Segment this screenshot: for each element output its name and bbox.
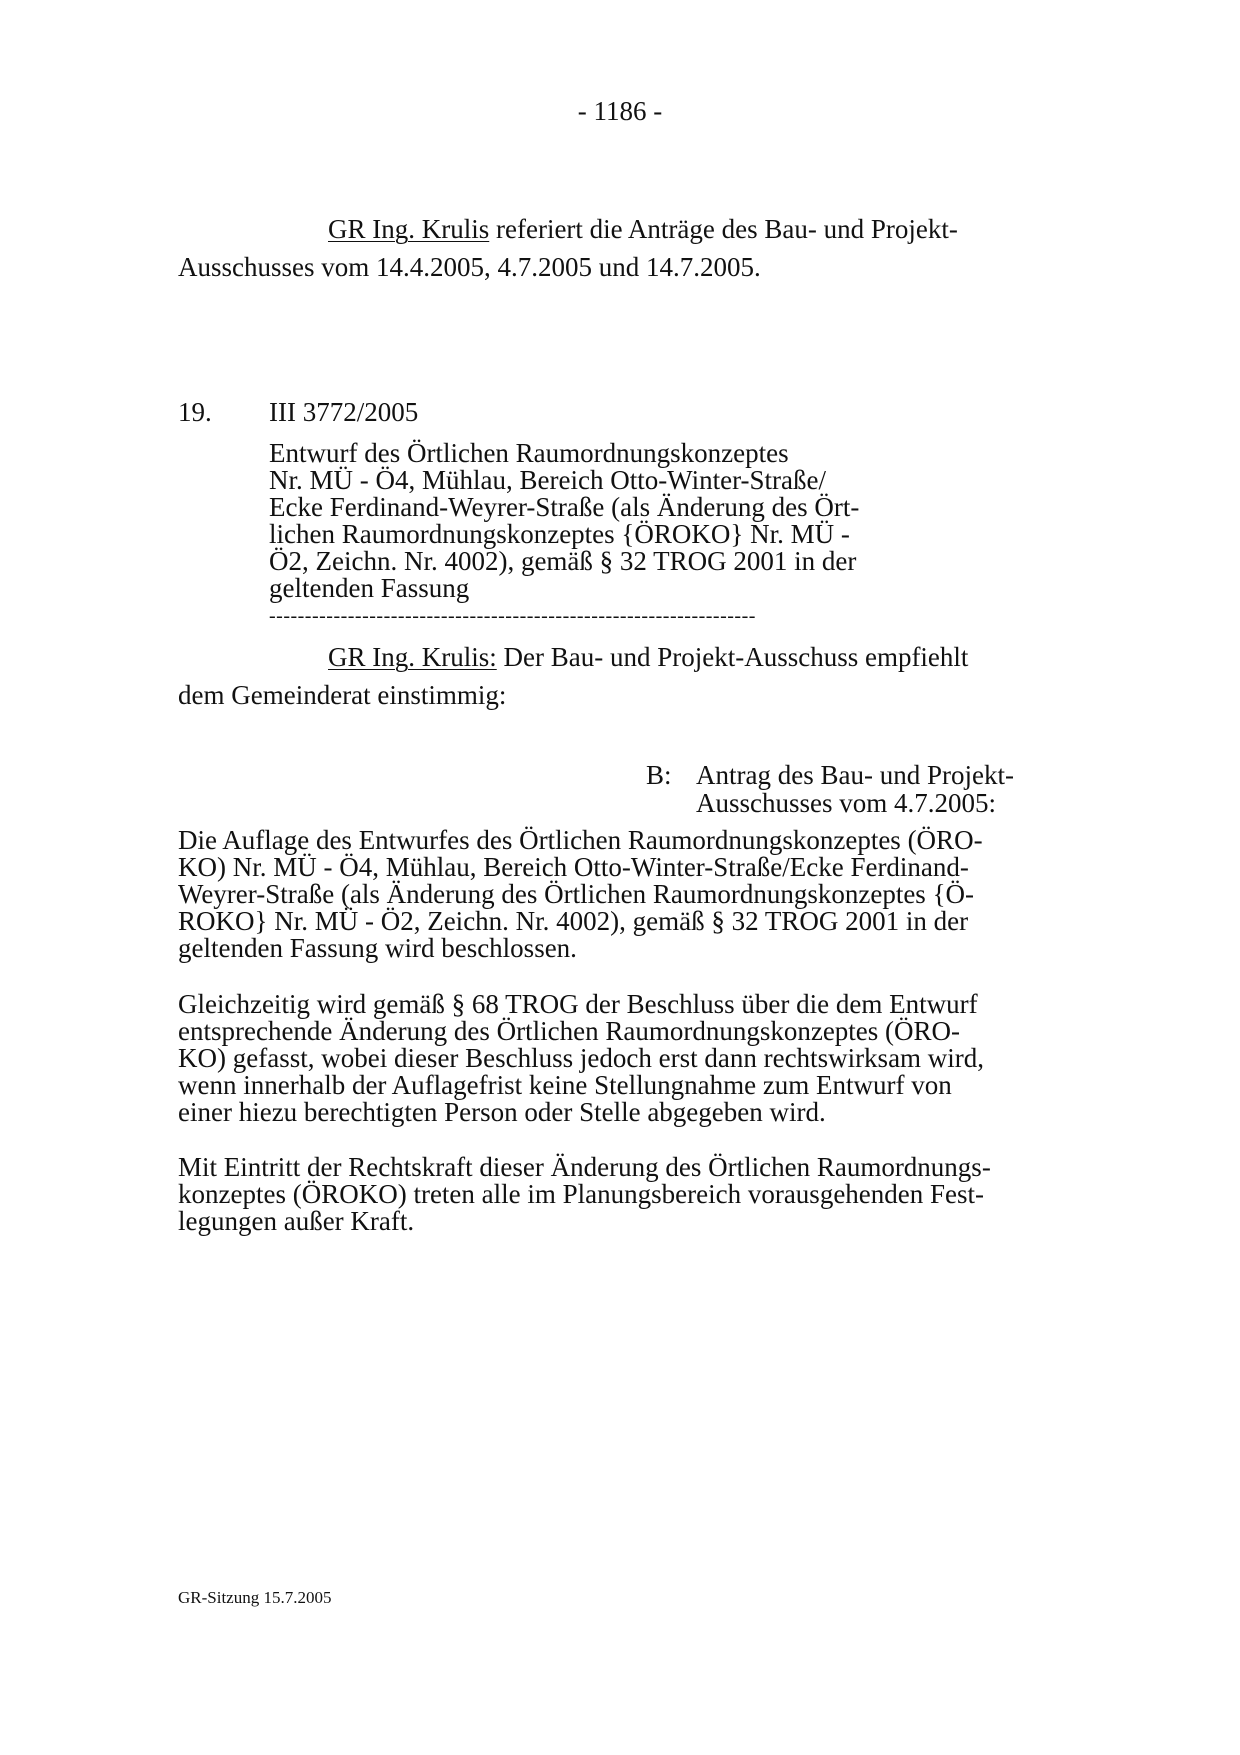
page-number: - 1186 - [577,96,663,126]
motion-letter: B: [646,760,672,790]
intro-line-2: Ausschusses vom 14.4.2005, 4.7.2005 und 14.7.2005. [178,252,761,282]
paragraph-line: ROKO} Nr. MÜ - Ö2, Zeichn. Nr. 4002), gemäß § 32 TROG 2001 in der [178,906,969,936]
paragraph-line: konzeptes (ÖROKO) treten alle im Planungsbereich vorausgehenden Fest- [178,1179,985,1209]
recommendation-line-2: dem Gemeinderat einstimmig: [178,680,507,710]
recommendation-paragraph [178,638,1078,714]
recommendation-text-1: Der Bau- und Projekt-Ausschuss empfiehlt [496,642,969,672]
agenda-item-number: 19. [178,397,212,427]
agenda-title-line: Nr. MÜ - Ö4, Mühlau, Bereich Otto-Winter-Straße/ [269,465,826,495]
intro-text-1: referiert die Anträge des Bau- und Projekt- [489,214,958,244]
agenda-item-reference: III 3772/2005 [269,397,419,427]
paragraph-line: KO) Nr. MÜ - Ö4, Mühlau, Bereich Otto-Winter-Straße/Ecke Ferdinand- [178,852,969,882]
paragraph-line: entsprechende Änderung des Örtlichen Raumordnungskonzeptes (ÖRO- [178,1016,961,1046]
motion-title-line-2: Ausschusses vom 4.7.2005: [696,788,997,818]
intro-speaker: GR Ing. Krulis [328,214,490,244]
agenda-title-line: Ö2, Zeichn. Nr. 4002), gemäß § 32 TROG 2001 in der [269,546,857,576]
resolution-paragraph-1 [178,827,1078,962]
paragraph-line: geltenden Fassung wird beschlossen. [178,933,577,963]
paragraph-line: legungen außer Kraft. [178,1206,415,1236]
page-footer: GR-Sitzung 15.7.2005 [178,1588,332,1607]
paragraph-line: KO) gefasst, wobei dieser Beschluss jedoch erst dann rechtswirksam wird, [178,1043,985,1073]
recommendation-speaker: GR Ing. Krulis: [328,642,497,672]
agenda-title-line: Ecke Ferdinand-Weyrer-Straße (als Änderung des Ört- [269,492,860,522]
paragraph-line: einer hiezu berechtigten Person oder Stelle abgegeben wird. [178,1097,826,1127]
motion-title [696,761,1056,817]
agenda-title-line: Entwurf des Örtlichen Raumordnungskonzeptes [269,438,789,468]
paragraph-line: Mit Eintritt der Rechtskraft dieser Änderung des Örtlichen Raumordnungs- [178,1152,991,1182]
intro-paragraph [178,210,1068,286]
motion-title-line-1: Antrag des Bau- und Projekt- [696,760,1014,790]
resolution-paragraph-2 [178,991,1078,1126]
intro-line-1 [178,210,1068,248]
paragraph-line: Weyrer-Straße (als Änderung des Örtlichen Raumordnungskonzeptes {Ö- [178,879,975,909]
paragraph-line: wenn innerhalb der Auflagefrist keine Stellungnahme zum Entwurf von [178,1070,952,1100]
agenda-item-title [269,440,919,602]
agenda-title-line: geltenden Fassung [269,573,470,603]
paragraph-line: Gleichzeitig wird gemäß § 68 TROG der Beschluss über die dem Entwurf [178,989,978,1019]
paragraph-line: Die Auflage des Entwurfes des Örtlichen Raumordnungskonzeptes (ÖRO- [178,825,983,855]
agenda-title-line: lichen Raumordnungskonzeptes {ÖROKO} Nr. MÜ - [269,519,850,549]
dashed-separator: -------------------------------------------------------------------- [269,606,756,626]
resolution-paragraph-3 [178,1154,1078,1235]
recommendation-line-1 [178,638,1078,676]
